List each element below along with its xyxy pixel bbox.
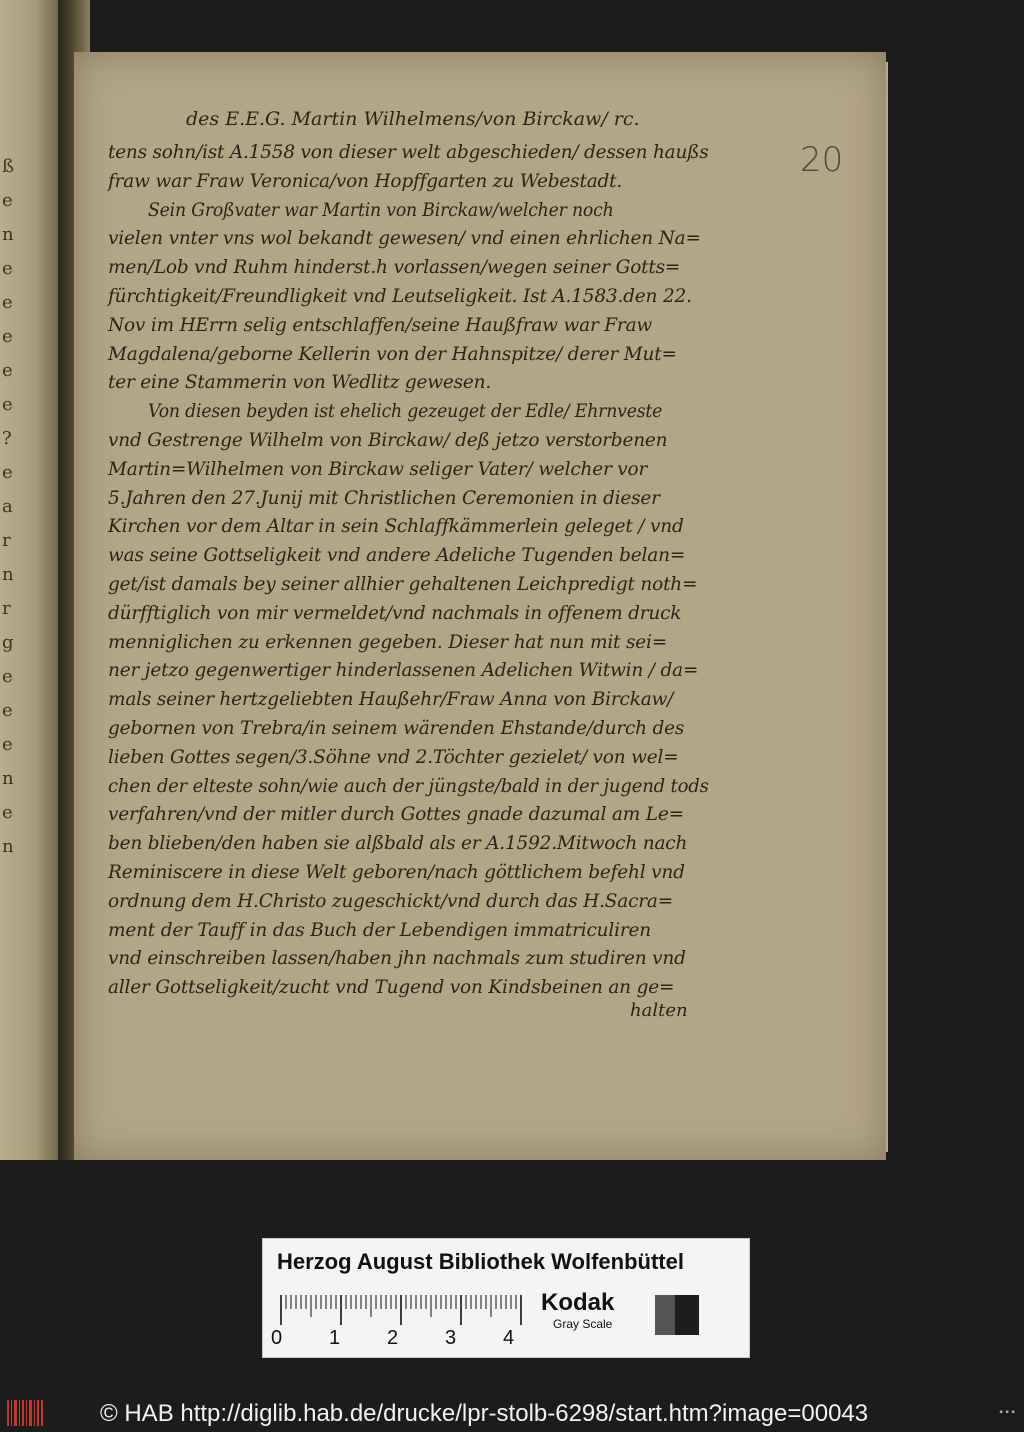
edge-letter: e <box>2 190 13 211</box>
edge-letter: r <box>2 598 11 619</box>
kodak-logo: Kodak <box>541 1289 615 1316</box>
previous-page-letters <box>2 150 16 864</box>
text-line: ter eine Stammerin von Wedlitz gewesen. <box>108 372 492 394</box>
edge-letter: n <box>2 564 14 585</box>
edge-letter: e <box>2 360 13 381</box>
catchword: halten <box>630 1000 688 1021</box>
text-line: 5.Jahren den 27.Junij mit Christlichen Ceremonien in dieser <box>108 487 660 509</box>
text-line: chen der elteste sohn/wie auch der jüngste/bald in der jugend tods <box>108 775 709 797</box>
ruler-number: 0 <box>271 1327 283 1349</box>
text-line: vnd Gestrenge Wilhelm von Birckaw/ deß jetzo verstorbenen <box>108 430 668 451</box>
gray-scale-label: Gray Scale <box>553 1317 613 1331</box>
text-line: vnd einschreiben lassen/haben jhn nachmals zum studiren vnd <box>108 948 686 970</box>
text-line: Kirchen vor dem Altar in sein Schlaffkämmerlein geleget / vnd <box>108 516 684 538</box>
edge-letter: e <box>2 802 13 823</box>
text-line: tens sohn/ist A.1558 von dieser welt abgeschieden/ dessen haußs <box>108 142 709 163</box>
text-line: menniglichen zu erkennen gegeben. Dieser hat nun mit sei= <box>108 631 668 653</box>
color-reference-card <box>262 1238 750 1358</box>
ruler-number: 3 <box>445 1327 457 1349</box>
text-line: get/ist damals bey seiner allhier gehaltenen Leichpredigt noth= <box>108 574 698 595</box>
folio-number: 20 <box>800 140 844 180</box>
edge-letter: e <box>2 394 13 415</box>
text-line: dürfftiglich von mir vermeldet/vnd nachmals in offenem druck <box>108 602 682 624</box>
edge-letter: g <box>2 632 14 653</box>
text-line: aller Gottseligkeit/zucht vnd Tugend von Kindsbeinen an ge= <box>108 977 675 999</box>
text-line: Magdalena/geborne Kellerin von der Hahnspitze/ derer Mut= <box>108 343 677 365</box>
edge-letter: e <box>2 700 13 721</box>
text-line: Reminiscere in diese Welt geboren/nach göttlichem befehl vnd <box>108 862 685 883</box>
footer-credit-link[interactable]: © HAB http://diglib.hab.de/drucke/lpr-stolb-6298/start.htm?image=00043 <box>100 1400 869 1427</box>
edge-letter: e <box>2 258 13 279</box>
ruler-number: 1 <box>329 1327 341 1349</box>
edge-letter: e <box>2 326 13 347</box>
edge-letter: n <box>2 768 14 789</box>
running-header: des E.E.G. Martin Wilhelmens/von Birckaw/ rc. <box>186 108 640 130</box>
text-line: Sein Großvater war Martin von Birckaw/welcher noch <box>148 199 614 221</box>
text-line: men/Lob vnd Ruhm hinderst.h vorlassen/wegen seiner Gotts= <box>108 257 681 279</box>
edge-letter: ? <box>2 428 12 449</box>
text-line: was seine Gottseligkeit vnd andere Adeliche Tugenden belan= <box>108 545 686 567</box>
text-line: ordnung dem H.Christo zugeschickt/vnd durch das H.Sacra= <box>108 890 674 912</box>
edge-letter: ß <box>2 156 15 177</box>
ruler-number: 4 <box>503 1327 515 1349</box>
text-line: vielen vnter vns wol bekandt gewesen/ vnd einen ehrlichen Na= <box>108 228 701 250</box>
edge-letter: e <box>2 666 13 687</box>
ruler-number: 2 <box>387 1327 399 1349</box>
text-line: verfahren/vnd der mitler durch Gottes gnade dazumal am Le= <box>108 804 684 826</box>
edge-letter: n <box>2 224 14 245</box>
text-line: Nov im HErrn selig entschlaffen/seine Haußfraw war Fraw <box>108 314 653 336</box>
edge-letter: r <box>2 530 11 551</box>
edge-letter: e <box>2 292 13 313</box>
ruler-numbers <box>271 1327 541 1351</box>
text-line: gebornen von Trebra/in seinem wärenden Ehstande/durch des <box>108 718 685 739</box>
text-line: ner jetzo gegenwertiger hinderlassenen Adelichen Witwin / da= <box>108 660 699 682</box>
edge-letter: n <box>2 836 14 857</box>
card-title: Herzog August Bibliothek Wolfenbüttel <box>277 1249 684 1274</box>
text-line: mals seiner hertzgeliebten Haußehr/Fraw Anna von Birckaw/ <box>108 689 674 711</box>
text-line: ben blieben/den haben sie alßbald als er A.1592.Mitwoch nach <box>108 833 688 855</box>
edge-letter: e <box>2 462 13 483</box>
edge-letter: a <box>2 496 13 517</box>
footer-marks: ▪▪▪ <box>997 1408 1016 1419</box>
text-line: fraw war Fraw Veronica/von Hopffgarten zu Webestadt. <box>108 170 623 192</box>
text-line: ment der Tauff in das Buch der Lebendigen immatriculiren <box>108 919 651 941</box>
text-line: Von diesen beyden ist ehelich gezeuget der Edle/ Ehrnveste <box>148 401 663 423</box>
gray-patch <box>655 1295 699 1335</box>
edge-letter: e <box>2 734 13 755</box>
text-line: fürchtigkeit/Freundligkeit vnd Leutseligkeit. Ist A.1583.den 22. <box>108 286 692 307</box>
text-line: lieben Gottes segen/3.Söhne vnd 2.Töchter gezielet/ von wel= <box>108 746 679 768</box>
barcode-icon <box>6 1398 46 1428</box>
text-line: Martin=Wilhelmen von Birckaw seliger Vater/ welcher vor <box>108 458 648 480</box>
ruler-scale <box>277 1295 527 1325</box>
